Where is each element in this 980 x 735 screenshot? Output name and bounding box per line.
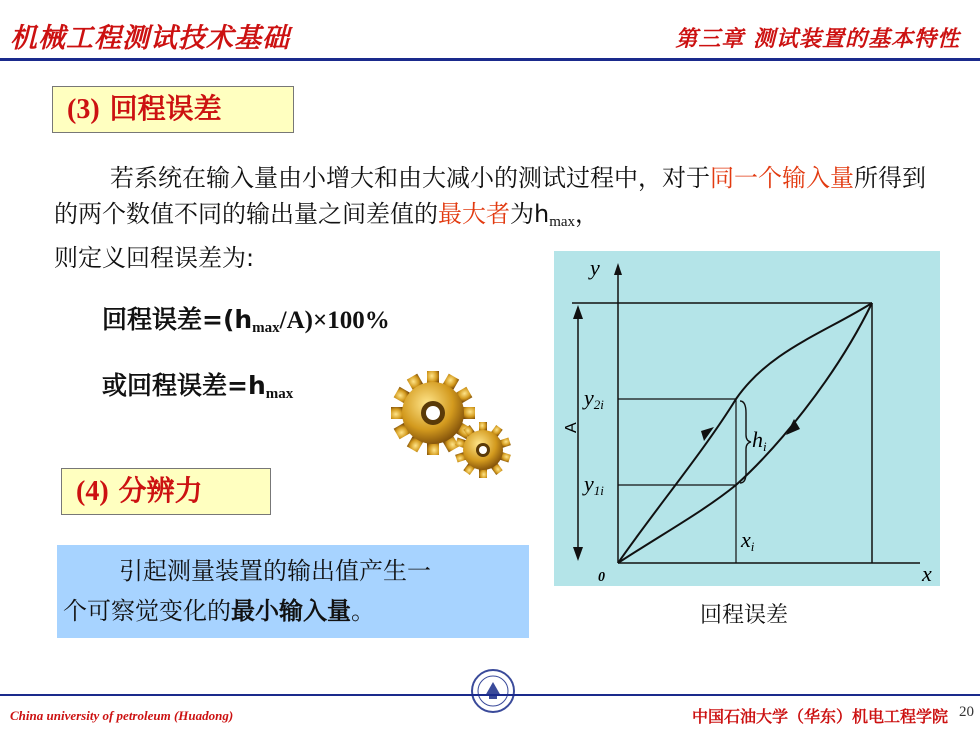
definition-sub: max	[549, 214, 576, 230]
chapter-title: 第三章 测试装置的基本特性	[675, 26, 960, 52]
resolution-highlight: 最小输入量	[231, 597, 351, 625]
formula-2-sub: max	[265, 386, 294, 402]
resolution-text-3: 。	[351, 597, 375, 625]
hysteresis-plot	[554, 251, 940, 586]
diagram-caption: 回程误差	[700, 603, 789, 628]
section-4-label	[61, 468, 271, 515]
footer-university-en: China university of petroleum (Huadong)	[10, 708, 234, 723]
resolution-definition	[57, 545, 529, 638]
hysteresis-formula-alt	[102, 366, 293, 403]
definition-text-4: ，	[575, 200, 600, 228]
section-4-number: (4)	[76, 476, 109, 507]
section-3-number: (3)	[67, 94, 100, 125]
range-label: A	[563, 422, 580, 433]
formula-1-sub: max	[252, 320, 280, 336]
range-arrow-bottom	[573, 547, 583, 561]
gears-icon	[385, 368, 515, 483]
hi-label: hi	[752, 427, 767, 454]
decreasing-curve	[618, 303, 872, 563]
formula-1-lead: 回程误差=(h	[102, 305, 253, 334]
hysteresis-formula	[102, 300, 390, 337]
section-4-title: 分辨力	[118, 474, 203, 507]
header-divider	[0, 58, 980, 61]
university-seal-icon	[470, 668, 516, 714]
formula-1-tail: /A)×100%	[279, 307, 390, 334]
footer-school: 中国石油大学（华东）机电工程学院	[691, 707, 948, 726]
definition-text-2: 所得到的两个数值不同的输出量之间差值的	[54, 164, 926, 228]
y2i-label: y2i	[584, 385, 604, 412]
definition-highlight-1: 同一个输入量	[710, 164, 854, 192]
x-axis-label: x	[922, 561, 932, 586]
range-arrow-top	[573, 305, 583, 319]
increasing-curve	[618, 303, 872, 563]
xi-label: xi	[741, 527, 755, 554]
definition-text-5: 则定义回程误差为:	[54, 244, 255, 272]
course-title: 机械工程测试技术基础	[10, 23, 290, 54]
resolution-text-1: 引起测量装置的输出值产生一	[119, 557, 431, 585]
definition-highlight-2: 最大者	[438, 200, 510, 228]
origin-label: 0	[598, 570, 605, 585]
page-number: 20	[959, 704, 974, 720]
hi-brace	[740, 401, 751, 483]
increasing-arrow	[786, 419, 800, 435]
section-3-label	[52, 86, 294, 133]
hysteresis-diagram	[554, 251, 940, 586]
y1i-label: y1i	[584, 471, 604, 498]
footer-divider	[0, 694, 980, 696]
y-axis-label: y	[590, 255, 600, 280]
y-axis-arrow	[614, 263, 622, 275]
definition-text-3: 为h	[510, 200, 550, 228]
formula-2-lead: 或回程误差=h	[102, 371, 266, 400]
section-3-title: 回程误差	[109, 92, 222, 125]
definition-text-1: 若系统在输入量由小增大和由大减小的测试过程中，对于	[110, 164, 710, 192]
resolution-text-2: 个可察觉变化的	[63, 597, 231, 625]
